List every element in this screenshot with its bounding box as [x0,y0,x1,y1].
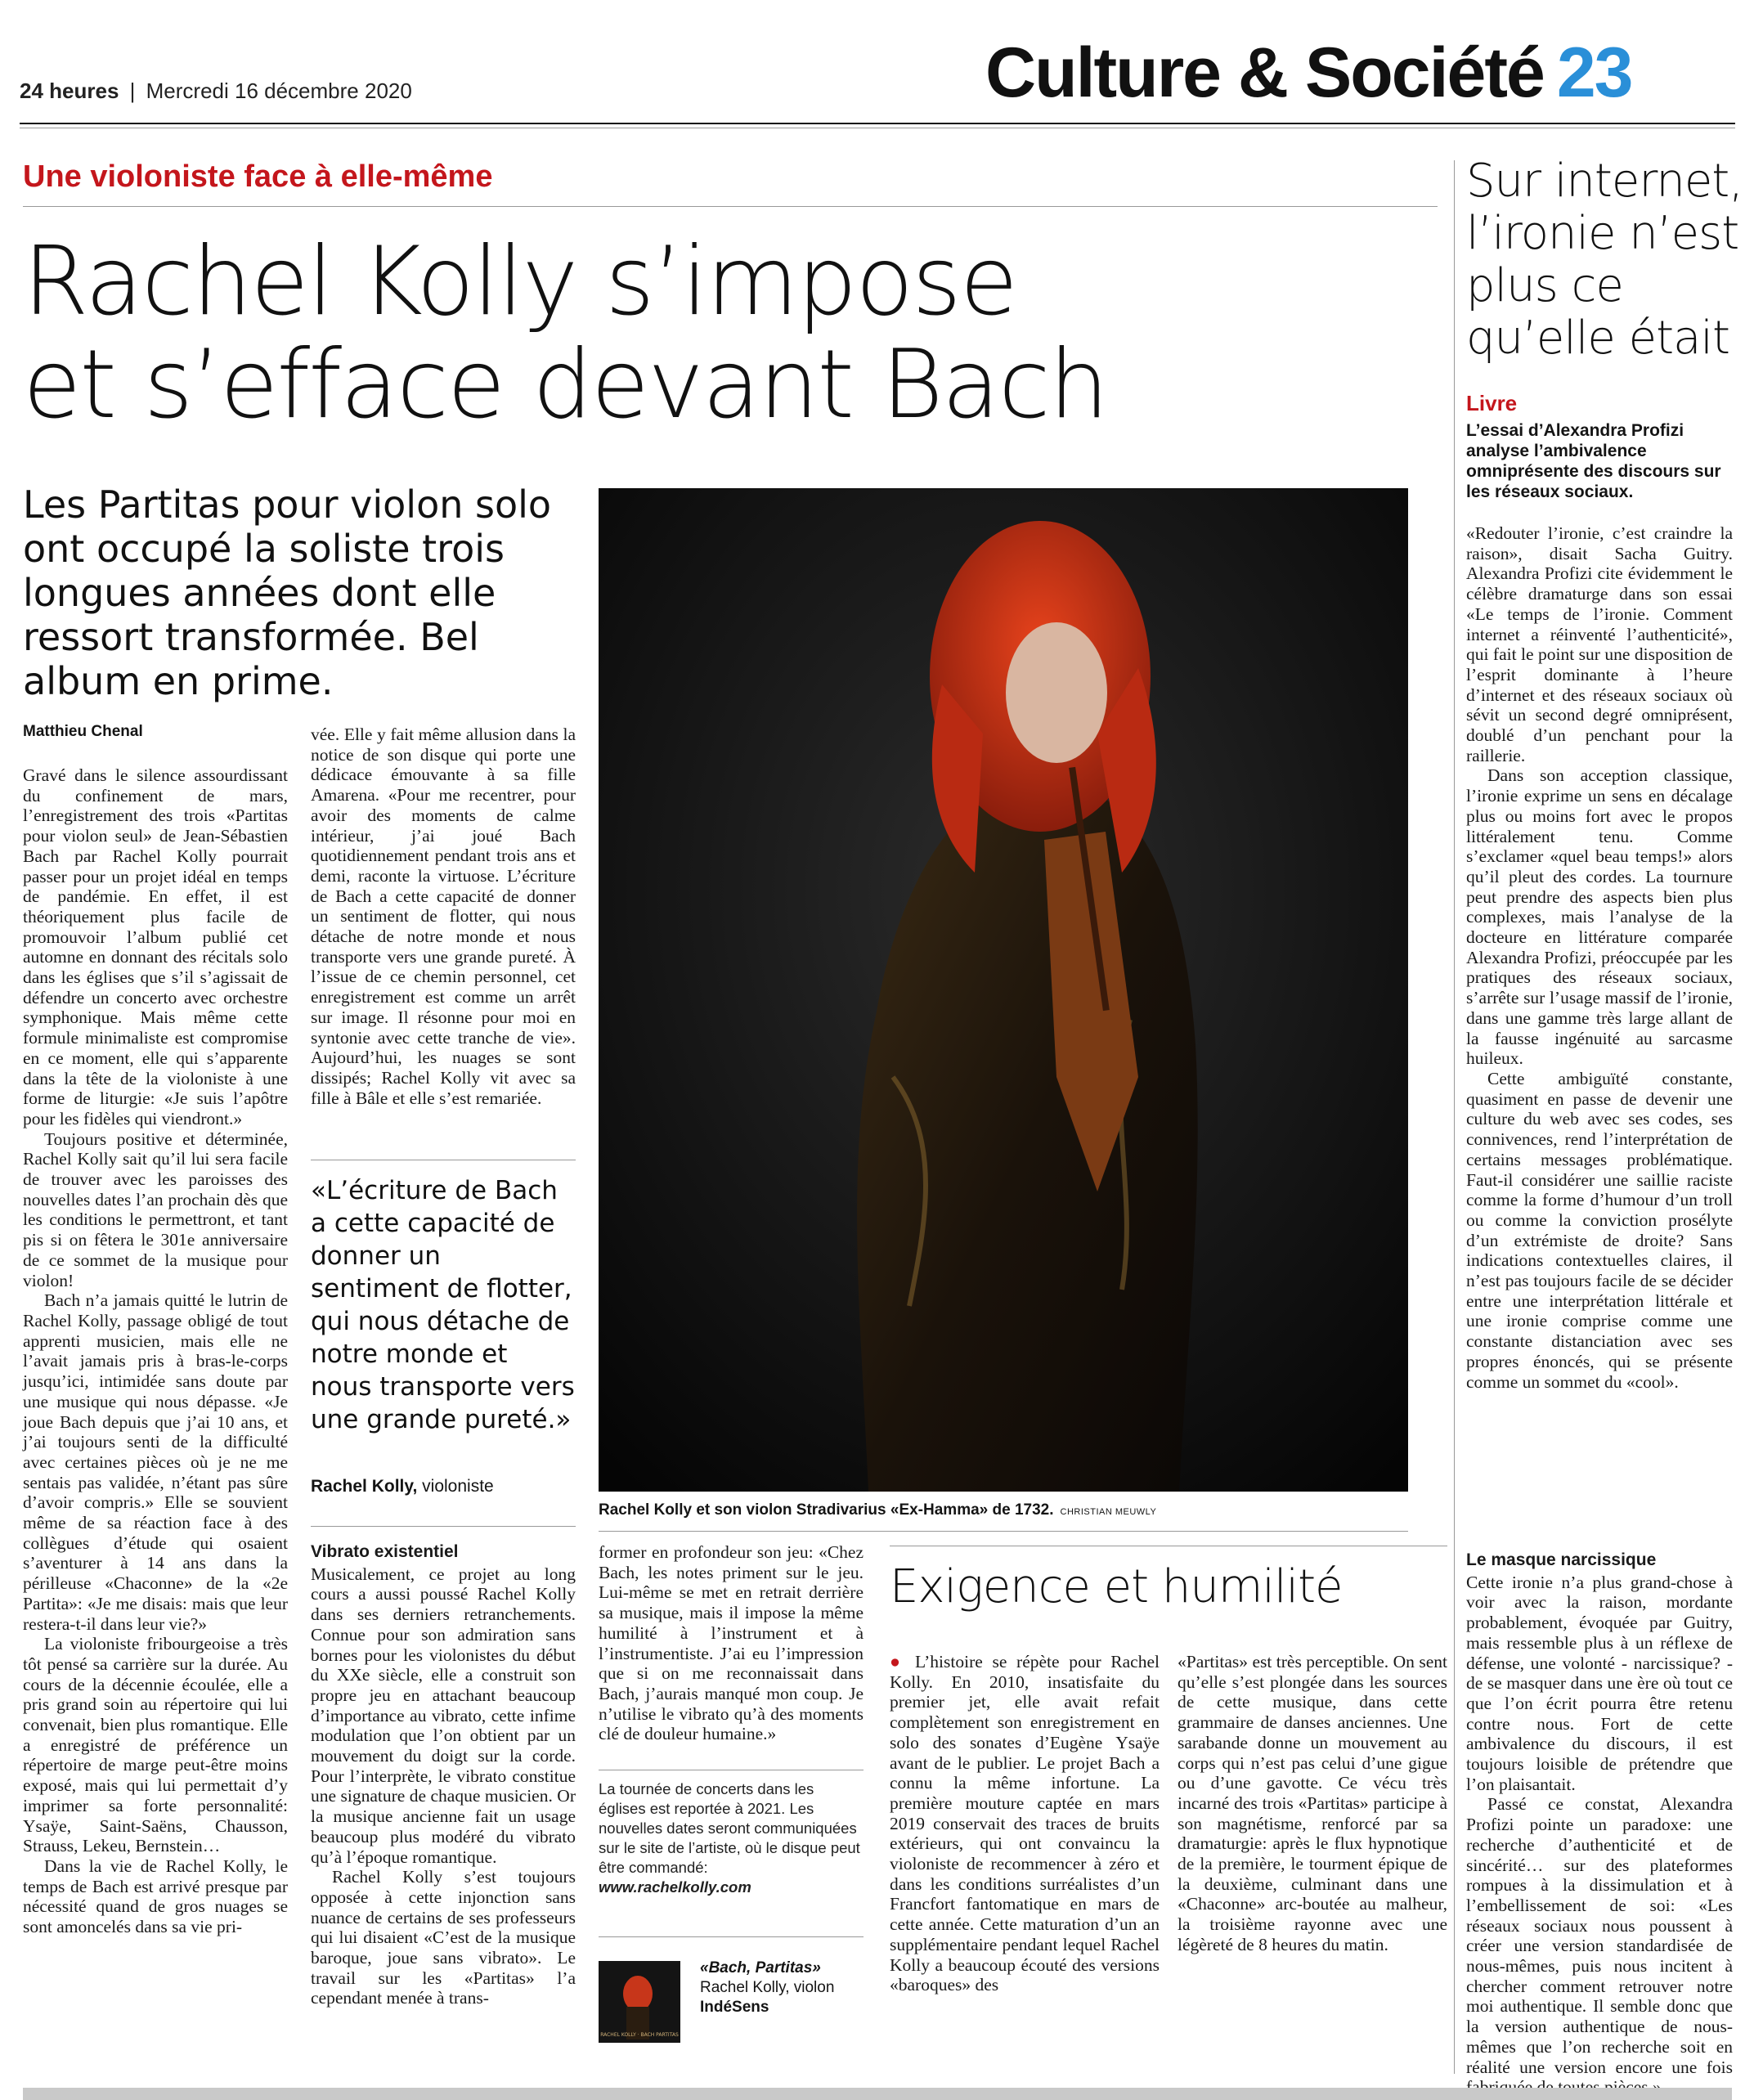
column-divider [1454,160,1455,2074]
album-title: «Bach, Partitas» [700,1959,821,1977]
paragraph [890,1652,1160,1995]
paragraph: former en profondeur son jeu: «Chez Bach, les notes priment sur le jeu. Lui-même se met en retrait derrière sa musique, mais il impose la même humilité à l’instrument et à l’instrumentiste. J’ai eu l’impression que si on me reconnaissait dans Bach, j’aurais manqué mon coup. Je n’utilise le vibrato qu’à des moments clé de douleur humaine.» [599,1542,864,1744]
bullet-icon: ● [890,1652,915,1671]
article-headline [23,227,1413,440]
right-article-title: Sur internet, l’ironie n’est plus ce qu’elle était [1466,155,1743,365]
album-label: IndéSens [700,1999,769,2016]
paragraph: Musicalement, ce projet au long cours a aussi poussé Rachel Kolly dans ses derniers retranchements. Connue pour son admiration sans bornes pour les violonistes du début du XXe siècle, elle a construit son propre jeu en attachant beaucoup d’importance au vibrato, cette infime modulation que l’on obtient par un mouvement du doigt sur la corde. Pour l’interprète, le vibrato constitue une signature de chaque musicien. Or la musique ancienne fait un usage beaucoup plus modéré du vibrato qu’à l’époque romantique. [311,1564,576,1867]
album-info [700,1959,864,2017]
caption-rule [599,1531,1408,1532]
right-article-kicker: Livre [1466,391,1518,415]
pull-quote: «L’écriture de Bach a cette capacité de donner un sentiment de flotter, qui nous détache de notre monde et nous transporte vers une grande pureté.» [311,1176,575,1434]
sidebar-column-2 [1178,1652,1447,1955]
paragraph: Bach n’a jamais quitté le lutrin de Rachel Kolly, passage obligé de tout apprenti musicien, mais elle ne l’avait jamais pris à bras-le-corps jusqu’ici, intimidée sans doute par une musique qui nous dépasse. «Je joue Bach depuis que j’ai 10 ans, et j’ai toujours senti de la difficulté avec certaines pièces où je ne me sentais pas validée, n’étant pas sûre d’avoir compris.» Elle se souvient même de sa réaction face à des collègues d’étude qui osaient s’aventurer à 14 ans dans la périlleuse «Chaconne» de la «2e Partita»: «Je me disais: mais que leur restera-t-il dans leur vie?» [23,1290,288,1634]
masthead-separator: | [129,79,136,103]
tour-text: La tournée de concerts dans les églises est reportée à 2021. Les nouvelles dates seront communiquées sur le site de l’artiste, où le disque peut être commandé: [599,1780,860,1876]
album-artist: Rachel Kolly, violon [700,1979,835,1996]
sidebar-text-1: L’histoire se répète pour Rachel Kolly. En 2010, insatisfaite du premier jet, elle avait refait complètement son enregistrement en solo des sonates d’Eugène Ysaÿe avant de le publier. Le projet Bach a connu la même infortune. La première mouture captée en mars 2019 conservait des traces de bruits extérieurs, qui ont convaincu la violoniste de recommencer à zéro et dans les conditions surréalistes d’un Francfort fantomatique en mars de cette année. Cette maturation d’un an supplémentaire pendant lequel Rachel Kolly a beaucoup écouté des versions «baroques» des [890,1652,1160,1995]
footer-bar [23,2088,1732,2100]
paragraph: Cette ambiguïté constante, quasiment en passe de devenir une culture du web avec ses codes, ses connivences, rend l’interprétation de certains messages problématique. Faut-il considérer une saillie raciste comme la forme d’humour d’un troll ou comme la conviction prosélyte d’un extrémiste de droite? Sans indications contextuelles claires, il n’est pas toujours facile de se décider entre une interprétation littérale et une ironie comprise comme une constante distanciation avec ses propres énoncés, qui se présente comme un sommet du «cool». [1466,1068,1733,1392]
header-rule [20,123,1735,124]
violinist-photo [599,488,1408,1492]
pull-quote-author [311,1477,494,1496]
paragraph: Toujours positive et déterminée, Rachel Kolly sait qu’il lui sera facile de trouver avec les paroisses des nouvelles dates l’an prochain dès que les conditions le permettront, et tant pis si on fêtera le 301e anniversaire de ce sommet de la musique pour violon! [23,1129,288,1290]
article-lead: Les Partitas pour violon solo ont occupé la soliste trois longues années dont elle ressort transformée. Bel album en prime. [23,482,552,703]
paper-name: 24 heures [20,79,119,103]
paragraph: «Partitas» est très perceptible. On sent qu’elle s’est plongée dans les sources de cette musique, dans cette grammaire de danses anciennes. Une sarabande donne un mouvement au corps qui n’est pas celui d’une gigue ou d’une gavotte. Ce vécu très incarné des trois «Partitas» participe à son magnétisme, renforcé par sa dramaturgie: après le flux hypnotique de la première, le tourment épique de la deuxième, culminant dans une «Chaconne» arc-boutée au malheur, la troisième rayonne avec une légèreté de 8 heures du matin. [1178,1652,1447,1954]
album-cover-image [599,1961,680,2043]
tour-info [599,1779,864,1897]
subhead-masque: Le masque narcissique [1466,1550,1657,1569]
paragraph: Rachel Kolly s’est toujours opposée à cette injonction sans nuance de certains de ses professeurs qui lui disaient «C’est de la musique baroque, joue sans vibrato». Le travail sur les «Partitas» l’a cependant menée à trans- [311,1867,576,2008]
sidebar-title: Exigence et humilité [890,1560,1343,1613]
paragraph: vée. Elle y fait même allusion dans la notice de son disque qui porte une dédicace émouvante à sa fille Amarena. «Pour me recentrer, pour avoir des moments de calme intérieur, j’ai joué Bach quotidiennement pendant trois ans et demi, raconte la virtuose. L’écriture de Bach a cette capacité de donner un sentiment de flotter, qui nous détache de notre monde et nous transporte vers une grande pureté. À l’issue de ce chemin personnel, cet enregistrement est comme un arrêt sur image. Il résonne pour moi en syntonie avec cette tranche de vie». Aujourd’hui, les nuages se sont dissipés; Rachel Kolly vit avec sa fille à Bâle et elle s’est remariée. [311,725,576,1108]
article-column-2 [311,725,576,1108]
article-column-3 [599,1542,864,1744]
right-article-body [1466,523,1733,1392]
caption-text: Rachel Kolly et son violon Stradivarius «Ex-Hamma» de 1732. [599,1501,1054,1519]
paragraph: La violoniste fribourgeoise a très tôt pensé sa carrière sur la durée. Au cours de la décennie écoulée, elle a pris grand soin au répertoire qui lui convenait, bien plus romantique. Elle a enregistré de préférence un répertoire de marge peut-être moins exposé, mais qui lui permettait d’y imprimer sa forte personnalité: Ysaÿe, Saint-Saëns, Chausson, Strauss, Lekeu, Bernstein… [23,1634,288,1856]
paragraph: Dans la vie de Rachel Kolly, le temps de Bach est arrivé presque par nécessité quand de gros nuages se sont amoncelés dans sa vie pri- [23,1855,288,1937]
right-article-body-2 [1466,1550,1733,2098]
paragraph: Gravé dans le silence assourdissant du confinement de mars, l’enregistrement des trois «Partitas pour violon seul» de Jean-Sébastien Bach par Rachel Kolly pourrait passer pour un projet idéal en temps de pandémie. En effet, il est théoriquement plus facile de promouvoir l’album publié cet automne en donnant des récitals solo dans les églises que s’il s’agissait de défendre un concerto avec orchestre symphonique. Mais même cette formule minimaliste est compromise en ce moment, elle qui s’apparente dans la tête de la violoniste à une forme de liturgie: «Je suis l’apôtre pour les fidèles qui viendront.» [23,765,288,1129]
masthead-date: Mercredi 16 décembre 2020 [146,79,412,103]
headline-line-2: et s’efface devant Bach [23,330,1108,440]
paragraph: Passé ce constat, Alexandra Profizi pointe un paradoxe: une recherche d’authenticité et de sincérité… sur des plateformes rompues à la dissimulation et à l’embellissement de soi: «Les réseaux sociaux nous poussent à créer une version standardisée de nous-mêmes, puis nous incitent à chercher comment retrouver notre moi authentique. Il semble donc que la version authentique de nous-mêmes que l’on recherche soit en réalité une version encore une fois [1466,1794,1733,2077]
photo-credit: CHRISTIAN MEUWLY [1060,1507,1157,1517]
artist-website-link[interactable]: www.rachelkolly.com [599,1878,751,1896]
article-column-2b [311,1542,576,2008]
pull-quote-name: Rachel Kolly, [311,1477,418,1496]
section-header [985,33,1631,114]
article-column-1 [23,765,288,1937]
section-title: Culture & Société [985,34,1544,112]
sidebar-column-1 [890,1652,1160,1995]
album-rule [599,1936,864,1937]
right-article-lead: L’essai d’Alexandra Profizi analyse l’ambivalence omniprésente des discours sur les réseaux sociaux. [1466,421,1721,501]
masthead [20,79,412,104]
photo-caption [599,1501,1156,1519]
subhead-rule [311,1526,576,1527]
paragraph: «Redouter l’ironie, c’est craindre la raison», disait Sacha Guitry. Alexandra Profizi cite évidemment le célèbre dramaturge dans son essai «Le temps de l’ironie. Comment internet a réinventé l’authenticité», qui fait le point sur une disposition de l’esprit dominante à l’heure d’internet et des réseaux sociaux où sévit un second degré omniprésent, doublé d’un penchant pour la raillerie. [1466,523,1733,765]
paragraph: Cette ironie n’a plus grand-chose à voir avec la raison, mordante probablement, évoquée par Guitry, mais ressemble plus à un réflexe de défense, une volonté - narcissique? - de se masquer dans une ère où tout ce que l’on écrit pourra être retenu contre nous. Fort de cette ambivalence du discours, il est toujours loisible de prétendre que l’on plaisantait. [1466,1572,1733,1794]
article-kicker: Une violoniste face à elle-même [23,159,493,194]
pull-quote-role: violoniste [422,1477,494,1496]
page-number: 23 [1556,34,1632,112]
headline-line-1: Rachel Kolly s’impose [23,227,1017,337]
paragraph: Dans son acception classique, l’ironie exprime un sens en décalage plus ou moins fort avec le propos littéralement tenu. Comme s’exclamer «quel beau temps!» alors qu’il pleut des cordes. La tournure peut prendre des aspects bien plus complexes, mais l’analyse de la docteure en littérature comparée Alexandra Profizi, préoccupée par les pratiques des réseaux sociaux, s’arrête sur l’usage massif de l’ironie, dans une gamme très large allant de la fausse ingénuité au sarcasme huileux. [1466,765,1733,1069]
kicker-rule [23,206,1438,207]
byline: Matthieu Chenal [23,723,143,740]
subhead-vibrato: Vibrato existentiel [311,1542,459,1561]
album-cover-text: RACHEL KOLLY · BACH PARTITAS [600,2032,679,2038]
